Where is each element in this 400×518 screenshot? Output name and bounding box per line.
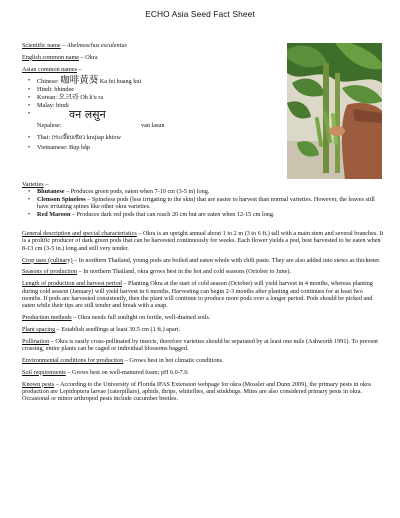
pollination-section: Pollination – Okra is easily cross-pollinated by insects, therefore varieties should be separated by at least one mile (Ashworth 1991). To prevent crossing, entire plants can be caged or individual blossoms bagged.	[22, 337, 379, 353]
seasons-section: Seasons of production – In northern Thailand, okra grows best in the hot and cold seasons (October to June).	[22, 268, 291, 276]
crop-uses-section: Crop uses (culinary) – In northern Thailand, young pods are boiled and eaten whole with chili paste. They are also added into stews as thickener.	[22, 256, 381, 264]
list-item: • Thai: กระเจี๊ยบเขียว krajiap khiow	[37, 132, 284, 144]
okra-plant-photo	[287, 43, 382, 179]
english-name-line: English common name – Okra	[22, 53, 98, 61]
list-item: • Malay: bindi	[37, 102, 284, 109]
scientific-name-value: Abelmoschus esculentus	[66, 42, 127, 49]
list-item: • Vietnamese: Bụp bắp	[37, 144, 284, 151]
production-methods-section: Production methods – Okra needs full sunlight on fertile, well-drained soils.	[22, 314, 211, 322]
list-item: • Chinese: 咖啡黄葵 Ka fei huang kui	[37, 73, 284, 86]
header-info	[22, 42, 284, 151]
harvest-period-section: Length of production and harvest period – Planting Okra at the start of cold season (October) will yield harvest in 4 months, whereas planting during cold season (January) will yield harvest in 6 months. Harvesting can begin 2-3 months after planting and continues for at least two months. If pods are harvested consistently, then the plant will continue to produce more pods over a longer period. Pods should be picked and eaten while their tips are still tender and break with a snap.	[22, 280, 373, 310]
asian-names-list	[22, 73, 284, 151]
varieties-section	[22, 181, 384, 218]
asian-names-heading: Asian common names –	[22, 65, 82, 73]
english-name-value: Okra	[85, 53, 98, 61]
list-item: • Bhutanese – Produces green pods, eaten when 7-10 cm (3-5 in) long.	[37, 188, 384, 195]
list-item: • Red Maroon – Produces dark red pods that can reach 20 cm but are eaten when 12-15 cm long.	[37, 211, 384, 218]
pests-section: Known pests – According to the University of Florida IFAS Extension webpage for okra (Mossler and Dunn 2009), the primary pests in okra production are Lepidoptera larvae (caterpillars), aphids, thrips, whiteflies, and stinkbugs. Mites are also considered primary pests in okra. Occasional or minor arthropod pests include cucumber beetles.	[22, 380, 371, 403]
details-sections	[22, 230, 384, 407]
okra-plant-image	[287, 43, 382, 179]
varieties-list	[22, 188, 384, 218]
list-item: • Clemson Spineless – Spineless pods (less irrigating to the skin) that are easier to harvest than normal varieties. However, the leaves still have irritating spines like other okra varieties.	[37, 196, 384, 211]
environment-section: Environmental conditions for production – Grows best in hot climatic conditions.	[22, 357, 224, 365]
scientific-name-line: Scientific name – Abelmoschus esculentus	[22, 42, 127, 49]
page-title: ECHO Asia Seed Fact Sheet	[145, 9, 255, 19]
plant-spacing-section: Plant spacing – Establish seedlings at least 30.5 cm (1 ft.) apart.	[22, 326, 181, 334]
list-item: • Nepalese: वन लसुन van lasun	[37, 110, 284, 132]
list-item: • Korean: 오크라 Oh k'u ra	[37, 93, 284, 102]
varieties-heading: Varieties –	[22, 181, 49, 188]
description-section: General description and special characteristics – Okra is an upright annual about 1 to 2 m (3 to 6 ft.) tall with a main stem and several branches. It is a prolific producer of dark green pods that can be harvested continuously for weeks. Each flower yields a pod, best harvested to be eaten when 8-13 cm (3-5 in.) long and still very tender.	[22, 230, 384, 252]
soil-section: Soil requirements – Grows best on well-manured loam; pH 6.0-7.0.	[22, 368, 190, 376]
list-item: • Hindi: bhindee	[37, 86, 284, 93]
